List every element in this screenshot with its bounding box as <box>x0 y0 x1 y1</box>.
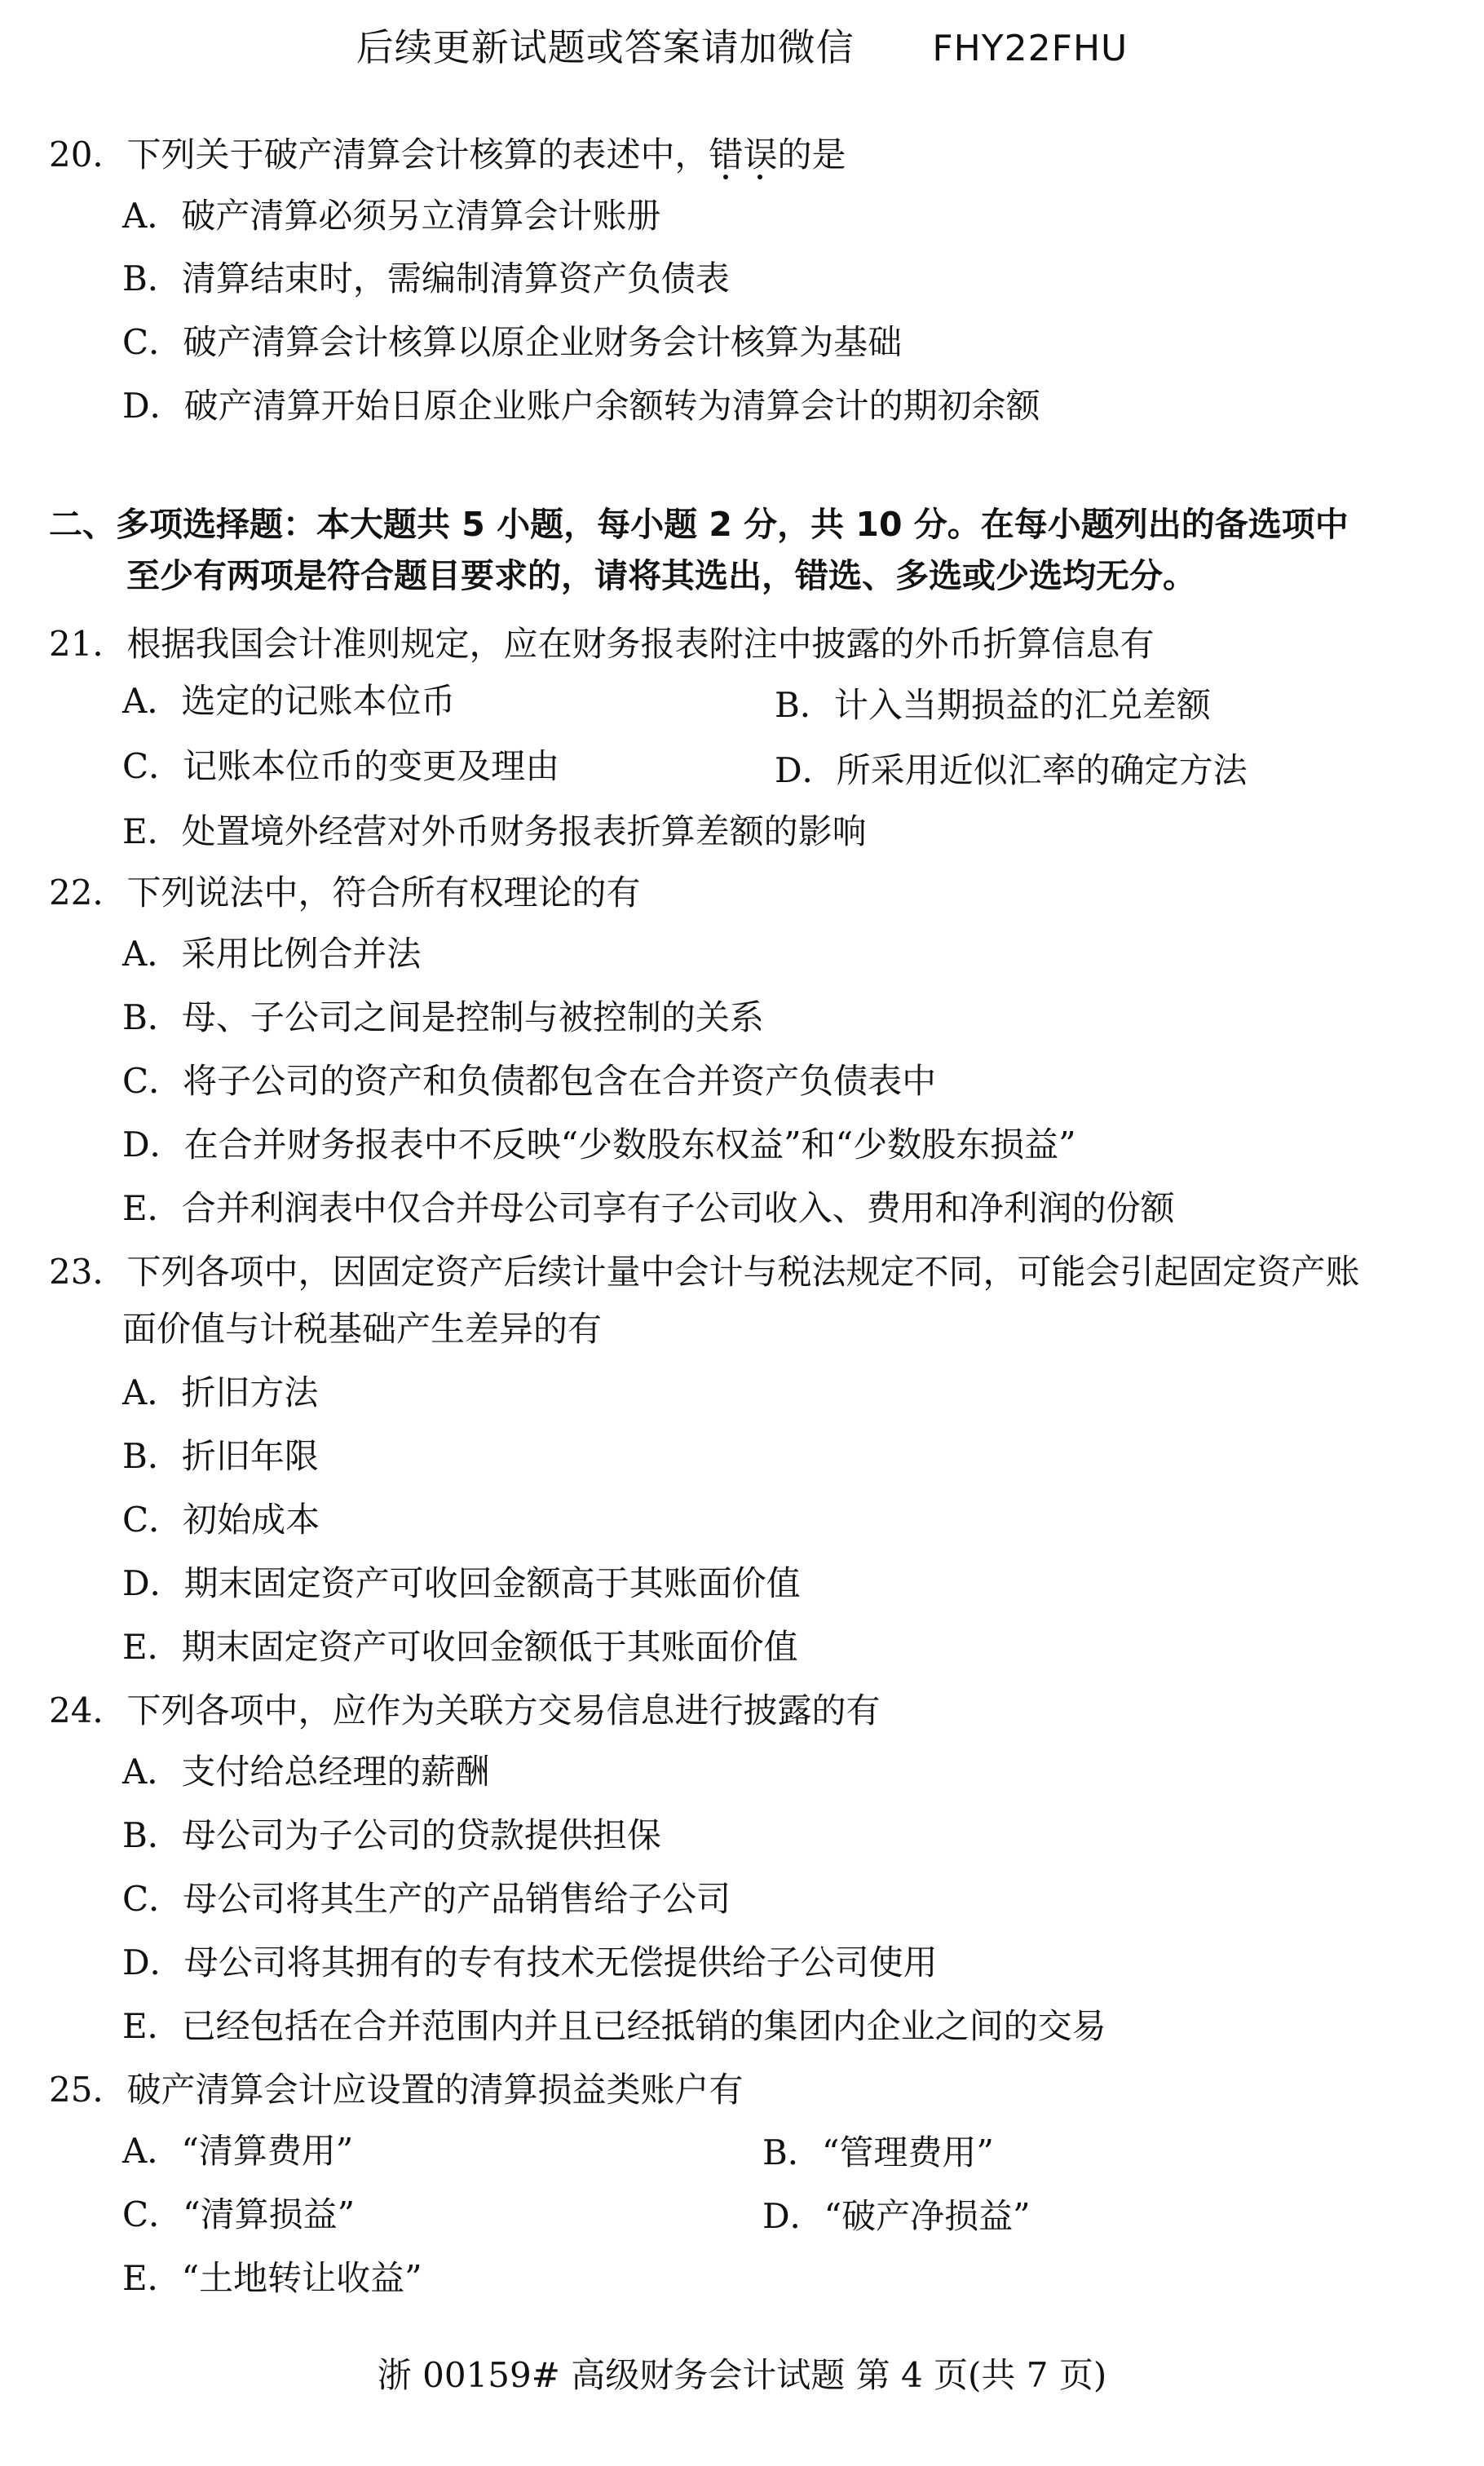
header-text: 后续更新试题或答案请加微信 <box>356 25 855 69</box>
question-23-option-d: D．期末固定资产可收回金额高于其账面价值 <box>122 1563 801 1603</box>
question-25-option-c: C．“清算损益” <box>122 2194 356 2234</box>
emphasis-char: 错 <box>709 135 744 175</box>
section-2-heading: 二、多项选择题：本大题共 5 小题，每小题 2 分，共 10 分。在每小题列出的备选项中 <box>49 505 1349 544</box>
question-22-option-a: A．采用比例合并法 <box>122 934 422 974</box>
question-24-option-b: B．母公司为子公司的贷款提供担保 <box>122 1815 661 1855</box>
question-20-option-d: D．破产清算开始日原企业账户余额转为清算会计的期初余额 <box>122 386 1040 426</box>
question-24-option-e: E．已经包括在合并范围内并且已经抵销的集团内企业之间的交易 <box>122 2006 1106 2046</box>
question-24-option-a: A．支付给总经理的薪酬 <box>122 1752 490 1792</box>
question-24-option-d: D．母公司将其拥有的专有技术无偿提供给子公司使用 <box>122 1942 938 1982</box>
question-25-option-b: B．“管理费用” <box>762 2132 994 2172</box>
question-20-stem-end: 的是 <box>777 135 846 175</box>
question-21-option-c: C．记账本位币的变更及理由 <box>122 746 560 786</box>
question-25-stem: 25．破产清算会计应设置的清算损益类账户有 <box>49 2070 744 2110</box>
question-22-stem: 22．下列说法中，符合所有权理论的有 <box>49 873 641 913</box>
question-20-option-c: C．破产清算会计核算以原企业财务会计核算为基础 <box>122 322 903 362</box>
question-22-option-e: E．合并利润表中仅合并母公司享有子公司收入、费用和净利润的份额 <box>122 1188 1175 1228</box>
question-20-stem-text: 20．下列关于破产清算会计核算的表述中， <box>49 135 709 175</box>
question-23-option-e: E．期末固定资产可收回金额低于其账面价值 <box>122 1627 798 1667</box>
question-21-stem: 21．根据我国会计准则规定，应在财务报表附注中披露的外币折算信息有 <box>49 624 1155 664</box>
page-footer: 浙 00159# 高级财务会计试题 第 4 页(共 7 页) <box>377 2355 1107 2395</box>
section-2-instructions: 至少有两项是符合题目要求的，请将其选出，错选、多选或少选均无分。 <box>126 556 1196 595</box>
question-22-option-b: B．母、子公司之间是控制与被控制的关系 <box>122 997 764 1037</box>
question-20-option-a: A．破产清算必须另立清算会计账册 <box>122 196 661 236</box>
question-21-option-a: A．选定的记账本位币 <box>122 681 456 721</box>
question-21-option-e: E．处置境外经营对外币财务报表折算差额的影响 <box>122 811 867 851</box>
question-25-option-d: D．“破产净损益” <box>762 2196 1031 2236</box>
question-22-option-d: D．在合并财务报表中不反映“少数股东权益”和“少数股东损益” <box>122 1125 1076 1164</box>
question-24-option-c: C．母公司将其生产的产品销售给子公司 <box>122 1879 731 1919</box>
emphasis-char: 误 <box>743 135 778 175</box>
question-21-option-b: B．计入当期损益的汇兑差额 <box>775 685 1211 725</box>
header-wechat-id: FHY22FHU <box>932 28 1128 69</box>
question-23-stem-line-2: 面价值与计税基础产生差异的有 <box>122 1309 603 1349</box>
question-23-option-c: C．初始成本 <box>122 1500 320 1540</box>
question-23-option-a: A．折旧方法 <box>122 1372 319 1412</box>
question-21-option-d: D．所采用近似汇率的确定方法 <box>775 750 1248 790</box>
question-23-stem-line-1: 23．下列各项中，因固定资产后续计量中会计与税法规定不同，可能会引起固定资产账 <box>49 1252 1360 1292</box>
question-23-option-b: B．折旧年限 <box>122 1436 319 1476</box>
question-24-stem: 24．下列各项中，应作为关联方交易信息进行披露的有 <box>49 1690 881 1730</box>
question-25-option-e: E．“土地转让收益” <box>122 2258 422 2298</box>
question-22-option-c: C．将子公司的资产和负债都包含在合并资产负债表中 <box>122 1061 937 1101</box>
question-20-stem <box>49 130 846 179</box>
question-25-option-a: A．“清算费用” <box>122 2131 354 2171</box>
page-header <box>0 18 1484 72</box>
question-20-option-b: B．清算结束时，需编制清算资产负债表 <box>122 259 730 298</box>
